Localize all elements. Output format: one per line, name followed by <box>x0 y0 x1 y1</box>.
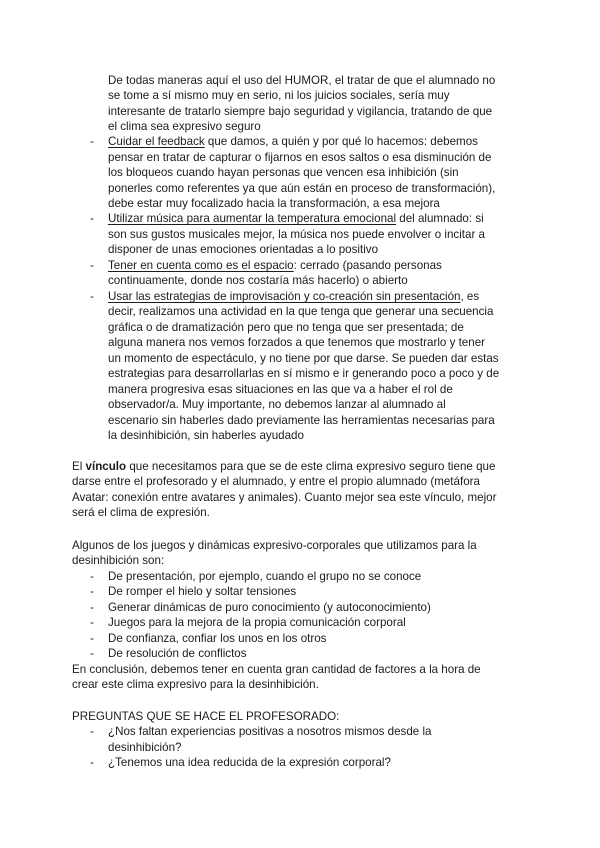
list-item-line: manera progresiva esas situaciones en las que va a haber el rol de <box>108 383 453 396</box>
list-bullet: - <box>90 647 94 660</box>
list-item-line: los bloqueos cuando hayan personas que vencen esa inhibición (sin <box>108 166 459 179</box>
list-bullet: - <box>90 290 94 303</box>
conclusion-line: En conclusión, debemos tener en cuenta gran cantidad de factores a la hora de <box>72 663 481 676</box>
list-bullet: - <box>90 756 94 769</box>
list-bullet: - <box>90 616 94 629</box>
vinculo-line: será el clima de expresión. <box>72 506 210 519</box>
musica-link-text[interactable]: Utilizar música para aumentar la temperatura emocional <box>108 212 397 225</box>
list-bullet: - <box>90 725 94 738</box>
list-item-line: pensar en tratar de capturar o fijarnos en esos saltos o esa disminución de <box>108 151 492 164</box>
vinculo-paragraph-first: El vínculo que necesitamos para que se de este clima expresivo seguro tiene que <box>72 460 496 473</box>
list-item-line: debe estar muy focalizado hacia la transformación, a esa mejora <box>108 197 440 210</box>
pregunta-item-line: desinhibición? <box>108 741 182 754</box>
pregunta-item: ¿Nos faltan experiencias positivas a nosotros mismos desde la <box>108 725 432 738</box>
list-bullet: - <box>90 259 94 272</box>
improvisacion-link-text[interactable]: Usar las estrategias de improvisación y co-creación sin presentación <box>108 290 461 303</box>
list-item-line: estrategias para desarrollarlas en sí mismo e ir generando poco a poco y de <box>108 367 500 380</box>
vinculo-line: Avatar: conexión entre avatares y animales). Cuanto mejor sea este vínculo, mejor <box>72 491 497 504</box>
juegos-item: De romper el hielo y soltar tensiones <box>108 585 297 598</box>
list-item-line: escenario sin haberles dado previamente las herramientas necesarias para <box>108 414 495 427</box>
list-item-line: disponer de unas emociones orientadas a lo positivo <box>108 243 379 256</box>
list-bullet: - <box>90 212 94 225</box>
list-item-musica: Utilizar música para aumentar la temperatura emocional del alumnado: si <box>108 212 484 225</box>
list-item-espacio: Tener en cuenta como es el espacio: cerrado (pasando personas <box>108 259 442 272</box>
list-item-improvisacion: Usar las estrategias de improvisación y co-creación sin presentación, es <box>108 290 480 303</box>
list-item-line: un momento de espectáculo, y no tiene por que darse. Se pueden dar estas <box>108 352 499 365</box>
conclusion-line: crear este clima expresivo para la desinhibición. <box>72 678 319 691</box>
juegos-item: De confianza, confiar los unos en los otros <box>108 632 327 645</box>
juegos-item: Generar dinámicas de puro conocimiento (y autoconocimiento) <box>108 601 431 614</box>
juegos-intro: desinhibición son: <box>72 554 165 567</box>
espacio-link-text[interactable]: Tener en cuenta como es el espacio <box>108 259 294 272</box>
juegos-item: De presentación, por ejemplo, cuando el grupo no se conoce <box>108 570 422 583</box>
pregunta-item: ¿Tenemos una idea reducida de la expresión corporal? <box>108 756 391 769</box>
list-item-line: ponerles como referentes ya que aún están en proceso de transformación), <box>108 182 496 195</box>
list-bullet: - <box>90 585 94 598</box>
list-bullet: - <box>90 601 94 614</box>
list-item-line: la desinhibición, sin haberles ayudado <box>108 429 304 442</box>
list-item-line: decir, realizamos una actividad en la que tenga que generar una secuencia <box>108 305 494 318</box>
feedback-link-text[interactable]: Cuidar el feedback <box>108 135 205 148</box>
list-bullet: - <box>90 570 94 583</box>
list-bullet: - <box>90 632 94 645</box>
preguntas-heading: PREGUNTAS QUE SE HACE EL PROFESORADO: <box>72 710 340 723</box>
vinculo-bold: vínculo <box>85 460 127 473</box>
list-item-feedback: Cuidar el feedback que damos, a quién y por qué lo hacemos: debemos <box>108 135 478 148</box>
list-item-line: observador/a. Muy importante, no debemos lanzar al alumnado al <box>108 398 446 411</box>
juegos-item: De resolución de conflictos <box>108 647 247 660</box>
list-item-line: alguna manera nos vemos forzados a que tenemos que mostrarlo y tener <box>108 336 486 349</box>
humor-line: se tome a sí mismo muy en serio, ni los juicios sociales, sería muy <box>108 89 450 102</box>
list-item-line: continuamente, donde nos costaría más hacerlo) o abierto <box>108 274 408 287</box>
humor-line: interesante de tratarlo siempre bajo seguridad y vigilancia, tratando de que <box>108 105 493 118</box>
vinculo-line: darse entre el profesorado y el alumnado, y entre el propio alumnado (metáfora <box>72 475 480 488</box>
humor-line: De todas maneras aquí el uso del HUMOR, el tratar de que el alumnado no <box>108 74 496 87</box>
list-item-line: gráfica o de dramatización pero que no tenga que ser presentada; de <box>108 321 464 334</box>
humor-line: el clima sea expresivo seguro <box>108 120 261 133</box>
juegos-intro: Algunos de los juegos y dinámicas expresivo-corporales que utilizamos para la <box>72 539 477 552</box>
list-bullet: - <box>90 135 94 148</box>
list-item-line: son sus gustos musicales mejor, la música nos puede envolver o incitar a <box>108 228 485 241</box>
juegos-item: Juegos para la mejora de la propia comunicación corporal <box>108 616 406 629</box>
